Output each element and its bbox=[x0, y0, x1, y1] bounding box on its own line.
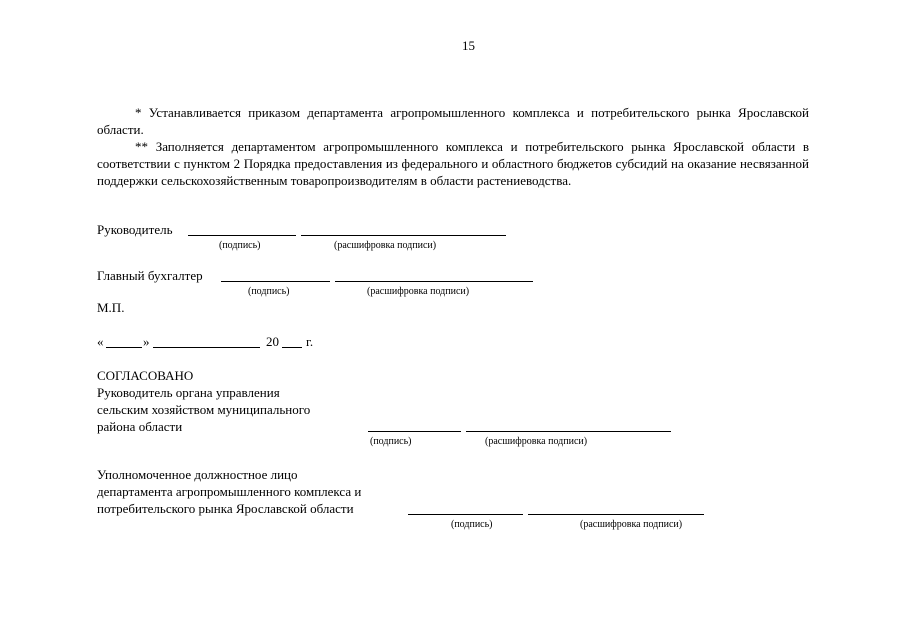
official-signature-line bbox=[408, 514, 523, 515]
head-signature-line bbox=[188, 235, 296, 236]
accountant-signature-line bbox=[221, 281, 330, 282]
date-day-line bbox=[106, 347, 142, 348]
date-year-suffix: г. bbox=[306, 334, 314, 349]
agreed-line-1: Руководитель органа управления bbox=[97, 385, 280, 400]
accountant-decoding-line bbox=[335, 281, 533, 282]
footnote-2-text: ** Заполняется департаментом агропромышленного комплекса и потребительского рынка Ярославской области в соответствии с пунктом 2 Порядка предоставления из федерального и областного бюджетов субсидий на оказание несвязанной поддержки сельскохозяйственным товаропроизводителям в области растениеводства. bbox=[97, 139, 809, 188]
date-year-prefix: 20 bbox=[266, 334, 279, 349]
date-month-line bbox=[153, 347, 260, 348]
official-line-2: департамента агропромышленного комплекса и bbox=[97, 484, 362, 499]
accountant-label: Главный бухгалтер bbox=[97, 268, 203, 283]
head-decoding-line bbox=[301, 235, 506, 236]
accountant-signature-caption: (подпись) bbox=[248, 286, 290, 297]
agreed-signature-caption: (подпись) bbox=[370, 436, 412, 447]
agreed-line-2: сельским хозяйством муниципального bbox=[97, 402, 311, 417]
footnote-1-text: * Устанавливается приказом департамента агропромышленного комплекса и потребительского рынка Ярославской области. bbox=[97, 105, 809, 137]
agreed-title: СОГЛАСОВАНО bbox=[97, 368, 194, 383]
official-line-1: Уполномоченное должностное лицо bbox=[97, 467, 298, 482]
head-signature-caption: (подпись) bbox=[219, 240, 261, 251]
footnote-1 bbox=[97, 104, 809, 138]
official-line-3: потребительского рынка Ярославской области bbox=[97, 501, 354, 516]
agreed-line-3: района области bbox=[97, 419, 183, 434]
official-decoding-caption: (расшифровка подписи) bbox=[580, 519, 683, 530]
accountant-decoding-caption: (расшифровка подписи) bbox=[367, 286, 470, 297]
official-signature-caption: (подпись) bbox=[451, 519, 493, 530]
stamp-mark: М.П. bbox=[97, 300, 125, 315]
head-decoding-caption: (расшифровка подписи) bbox=[334, 240, 437, 251]
footnote-2 bbox=[97, 138, 809, 189]
date-year-line bbox=[282, 347, 302, 348]
agreed-decoding-line bbox=[466, 431, 671, 432]
page-number: 15 bbox=[462, 38, 475, 53]
official-decoding-line bbox=[528, 514, 704, 515]
agreed-decoding-caption: (расшифровка подписи) bbox=[485, 436, 588, 447]
agreed-signature-line bbox=[368, 431, 461, 432]
head-label: Руководитель bbox=[97, 222, 173, 237]
date-close-quote: » bbox=[143, 334, 150, 349]
date-open-quote: « bbox=[97, 334, 104, 349]
